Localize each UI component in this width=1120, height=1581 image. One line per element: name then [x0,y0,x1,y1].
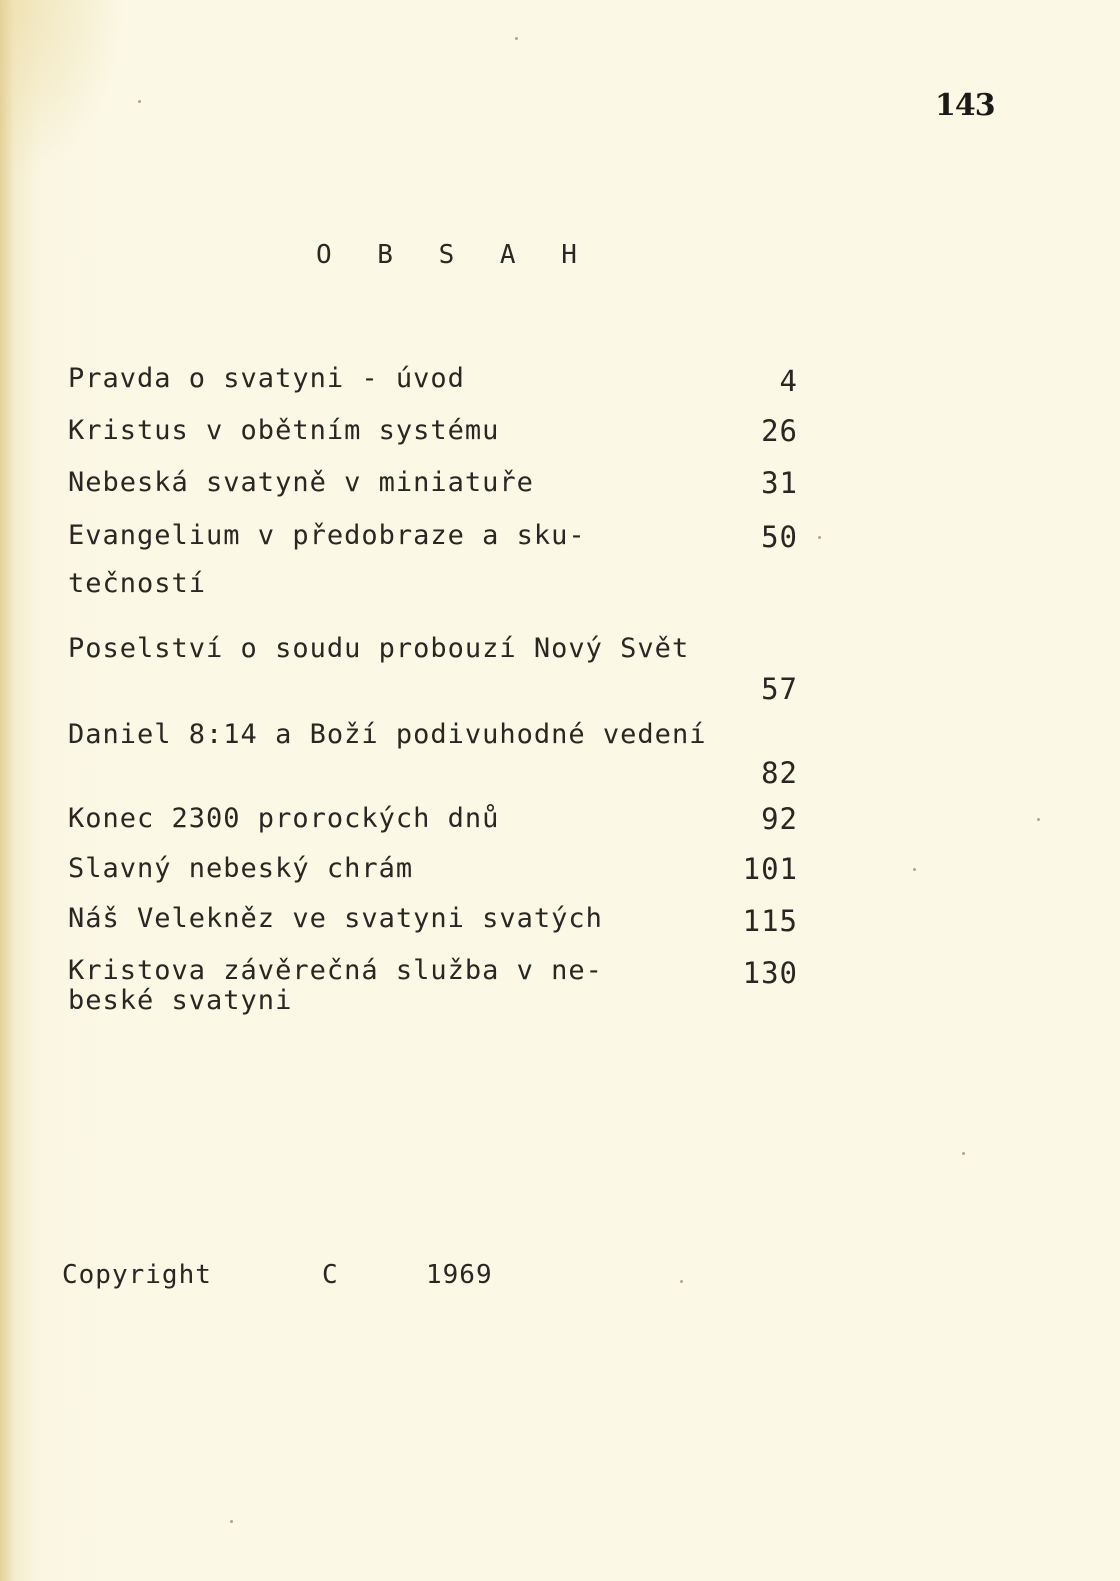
toc-entry-title: Kristova závěrečná služba v ne- beské svatyni [68,955,603,1016]
toc-entry-page: 82 [761,756,798,790]
toc-entry-page: 130 [742,956,798,990]
toc-entry-title: Slavný nebeský chrám [68,853,414,884]
copyright-symbol: C [322,1260,339,1290]
toc-entry-page: 57 [761,672,798,706]
toc-entry-title: Náš Velekněz ve svatyni svatých [68,903,603,934]
paper-edge-shadow [0,0,14,1581]
paper-speck [515,37,518,40]
copyright-year: 1969 [426,1260,493,1290]
toc-entry-title: Nebeská svatyně v miniatuře [68,467,534,498]
toc-entry-page: 50 [761,520,798,554]
toc-entry-title: Evangelium v předobraze a sku- tečností [68,520,586,599]
toc-entry-page: 26 [761,414,798,448]
paper-speck [1037,818,1040,821]
paper-speck [138,100,141,103]
toc-entry-title: Daniel 8:14 a Boží podivuhodné vedení [68,719,707,750]
toc-entry-title: Pravda o svatyni - úvod [68,363,465,394]
paper-speck [913,868,916,871]
toc-entry-title: Poselství o soudu probouzí Nový Svět [68,633,690,664]
copyright-line [62,1260,493,1290]
toc-entry-page: 4 [779,364,798,398]
toc-entry-page: 92 [761,802,798,836]
toc-entry-page: 101 [742,852,798,886]
paper-speck [680,1280,683,1283]
paper-speck [230,1520,233,1523]
paper-speck [818,536,821,539]
toc-entry-page: 115 [742,904,798,938]
toc-entry-title: Konec 2300 prorockých dnů [68,803,500,834]
page-title: O B S A H [316,240,592,270]
toc-entry-title: Kristus v obětním systému [68,415,500,446]
copyright-label: Copyright [62,1260,212,1290]
toc-entry-page: 31 [761,466,798,500]
paper-speck [962,1152,965,1155]
page-number: 143 [935,88,995,123]
